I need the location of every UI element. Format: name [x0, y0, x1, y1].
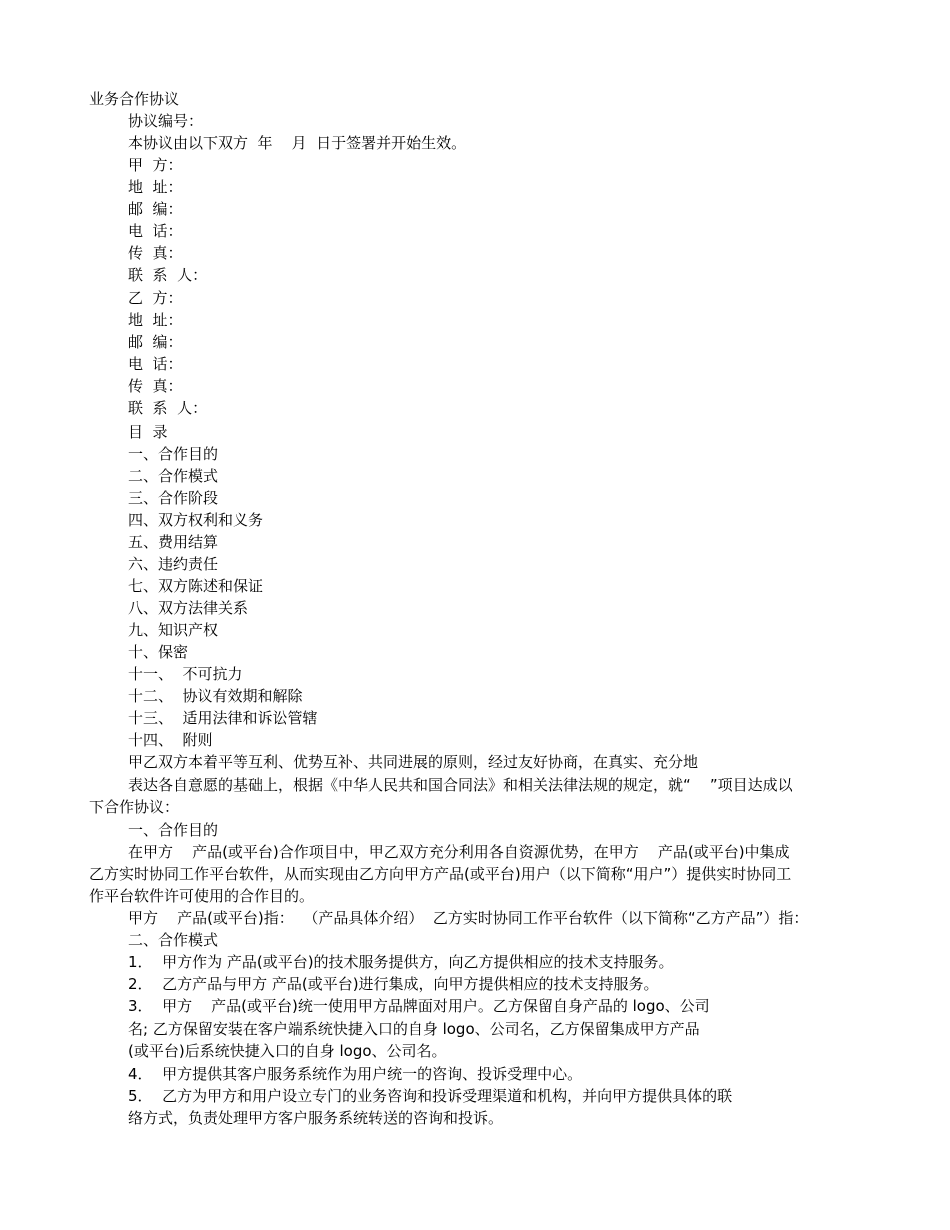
party-a-name-label: 甲 方： [128, 156, 183, 174]
section-2-item: 5． 乙方为甲方和用户设立专门的业务咨询和投诉受理渠道和机构，并向甲方提供具体的联 [128, 1087, 733, 1105]
section-1-paragraph-line: 在甲方 产品(或平台)合作项目中，甲乙双方充分利用各自资源优势，在甲方 产品(或平台)中集成 [128, 843, 790, 861]
effective-date-line: 本协议由以下双方 年 月 日于签署并开始生效。 [128, 134, 467, 152]
toc-item: 八、双方法律关系 [128, 599, 249, 617]
toc-item: 一、合作目的 [128, 445, 219, 463]
section-2-item-continued: 名; 乙方保留安装在客户端系统快捷入口的自身 logo、公司名，乙方保留集成甲方产品 [128, 1020, 700, 1038]
section-2-item: 3． 甲方 产品(或平台)统一使用甲方品牌面对用户。乙方保留自身产品的 logo、公司 [128, 997, 710, 1015]
section-2-item: 4． 甲方提供其客户服务系统作为用户统一的咨询、投诉受理中心。 [128, 1065, 583, 1083]
party-a-fax-label: 传 真： [128, 244, 183, 262]
toc-item: 七、双方陈述和保证 [128, 577, 264, 595]
preamble-line: 表达各自意愿的基础上，根据《中华人民共和国合同法》和相关法律法规的规定，就“ ”项目达成以 [128, 776, 793, 794]
toc-item: 四、双方权利和义务 [128, 511, 264, 529]
party-b-fax-label: 传 真： [128, 377, 183, 395]
party-b-postcode-label: 邮 编： [128, 333, 183, 351]
toc-item: 五、费用结算 [128, 533, 219, 551]
party-b-contact-label: 联 系 人： [128, 399, 208, 417]
section-2-item-continued: (或平台)后系统快捷入口的自身 logo、公司名。 [128, 1042, 447, 1060]
section-2-item: 1． 甲方作为 产品(或平台)的技术服务提供方，向乙方提供相应的技术支持服务。 [128, 953, 674, 971]
section-2-item: 2． 乙方产品与甲方 产品(或平台)进行集成，向甲方提供相应的技术支持服务。 [128, 975, 659, 993]
agreement-number-field: 协议编号： [128, 112, 204, 130]
toc-item: 六、违约责任 [128, 555, 219, 573]
toc-item: 十一、 不可抗力 [128, 665, 243, 683]
section-1-paragraph-line: 作平台软件许可使用的合作目的。 [89, 887, 315, 905]
party-a-postcode-label: 邮 编： [128, 200, 183, 218]
section-1-definition: 甲方 产品(或平台)指： （产品具体介绍） 乙方实时协同工作平台软件（以下简称“乙方产品”）指： [128, 909, 809, 927]
section-2-heading: 二、合作模式 [128, 931, 219, 949]
toc-heading: 目 录 [128, 423, 168, 441]
party-a-contact-label: 联 系 人： [128, 266, 208, 284]
party-a-phone-label: 电 话： [128, 222, 183, 240]
toc-item: 二、合作模式 [128, 467, 219, 485]
party-b-phone-label: 电 话： [128, 355, 183, 373]
toc-item: 九、知识产权 [128, 621, 219, 639]
party-b-address-label: 地 址： [128, 311, 183, 329]
toc-item: 三、合作阶段 [128, 489, 219, 507]
section-2-item-continued: 络方式，负责处理甲方客户服务系统转送的咨询和投诉。 [128, 1109, 504, 1127]
party-a-address-label: 地 址： [128, 178, 183, 196]
document-title: 业务合作协议 [89, 90, 180, 108]
section-1-paragraph-line: 乙方实时协同工作平台软件，从而实现由乙方向甲方产品(或平台)用户（以下简称“用户”）提供实时协同工 [89, 865, 792, 883]
toc-item: 十、保密 [128, 643, 189, 661]
toc-item: 十四、 附则 [128, 731, 213, 749]
party-b-name-label: 乙 方： [128, 289, 183, 307]
toc-item: 十三、 适用法律和诉讼管辖 [128, 709, 318, 727]
preamble-line: 甲乙双方本着平等互利、优势互补、共同进展的原则，经过友好协商，在真实、充分地 [128, 753, 699, 771]
section-1-heading: 一、合作目的 [128, 821, 219, 839]
toc-item: 十二、 协议有效期和解除 [128, 687, 303, 705]
preamble-line: 下合作协议： [89, 798, 180, 816]
